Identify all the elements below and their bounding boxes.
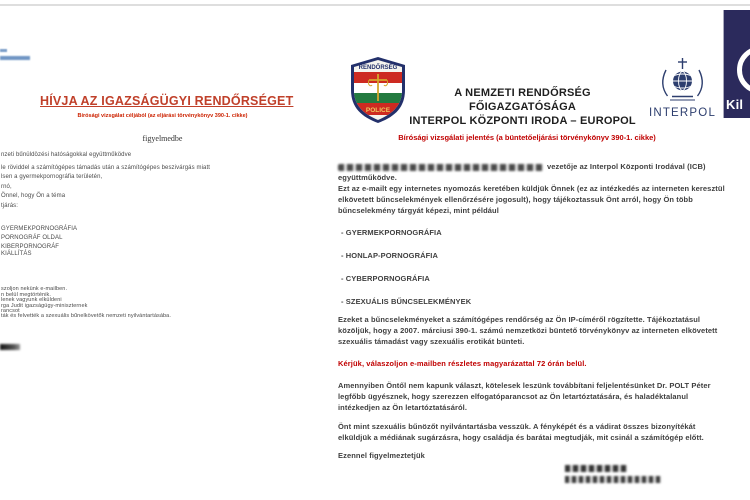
right-letter-body bbox=[338, 161, 725, 461]
crime-list-item: - HONLAP-PORNOGRÁFIA bbox=[341, 251, 438, 260]
crime-list-item: - CYBERPORNOGRÁFIA bbox=[341, 274, 430, 283]
left-letter-list-item: KIÁLLÍTÁS bbox=[1, 251, 32, 257]
left-letter-line: ták és felvették a szexuális bűnelkövetők nemzeti nyilvántartásába. bbox=[1, 313, 171, 319]
watermark-ring-icon bbox=[737, 46, 750, 94]
interpol-wordmark: INTERPOL bbox=[648, 107, 717, 119]
red-warning-line: Kérjük, válaszoljon e-mailben részletes magyarázattal 72 órán belül. bbox=[338, 359, 587, 368]
left-letter-title: HÍVJA AZ IGAZSÁGÜGYI RENDŐRSÉGET bbox=[40, 94, 294, 108]
signature-line-2 bbox=[565, 476, 661, 483]
paragraph-1-text: vezetője az Interpol Központi Irodával (ICB) együttműködve. bbox=[338, 162, 706, 182]
right-letter-org-title bbox=[405, 86, 640, 128]
left-letter-line: rnó, bbox=[1, 184, 12, 190]
site-watermark-badge bbox=[723, 10, 750, 118]
badge-bottom-label: POLICE bbox=[365, 107, 391, 114]
interpol-logo bbox=[645, 56, 720, 122]
illegible-link-fragment bbox=[0, 49, 7, 52]
right-letter-signature-blur bbox=[565, 465, 661, 483]
left-letter-list-item: KIBERPORNOGRÁF bbox=[1, 244, 60, 250]
body-paragraph-1 bbox=[338, 161, 725, 183]
badge-top-label: RENDŐRSÉG bbox=[358, 65, 398, 71]
left-letter-line: Önnel, hogy Ön a téma bbox=[1, 193, 66, 199]
left-letter-line: le röviddel a számítógépes támadás után a számítógépes beszivárgás miatt bbox=[1, 165, 210, 171]
left-letter-line: szoljon nekünk e-mailben. bbox=[1, 286, 68, 292]
left-letter-line: lenek vagyunk elküldeni bbox=[1, 297, 62, 303]
left-letter-line: rancsot bbox=[1, 308, 20, 314]
watermark-label: Kil bbox=[726, 97, 744, 112]
left-letter-salutation: figyelmedbe bbox=[142, 134, 183, 143]
body-paragraph-2: Ezt az e-mailt egy internetes nyomozás keretében küldjük Önnek (ez az intézkedés az interneten keresztül elkövetett bűncselekmények ellenőrzésére jogosult), hogy tájékoztassuk Önt arról, hogy Ön több bűncselekmény tárgyát képezi, mint például bbox=[338, 184, 725, 215]
left-letter-subtitle: Bírósági vizsgálat céljából (az eljárási törvénykönyv 390-1. cikke) bbox=[77, 113, 248, 119]
crime-list-item: - GYERMEKPORNOGRÁFIA bbox=[341, 228, 442, 237]
left-letter-line: lsen a gyermekpornográfia területén, bbox=[1, 174, 103, 180]
closing-line: Ezennel figyelmeztetjük bbox=[338, 451, 425, 460]
left-letter-line: n belül megtörténik. bbox=[1, 292, 51, 298]
left-letter-line: tjárás: bbox=[1, 203, 19, 209]
left-letter-list-item: GYERMEKPORNOGRÁFIA bbox=[1, 226, 78, 232]
body-paragraph-4: Amennyiben Öntől nem kapunk választ, kötelesek leszünk továbbítani feljelentésünket Dr. POLT Péter legfőbb ügyésznek, hogy szerezzen elfogatóparancsot az Ön letartóztatására, és haladéktalanul intézkedjen az Ön letartóztatásáról. bbox=[338, 381, 711, 412]
police-badge-logo bbox=[347, 56, 409, 124]
org-title-line2: INTERPOL KÖZPONTI IRODA – EUROPOL bbox=[409, 115, 636, 127]
left-letter-list-item: PORNOGRÁF OLDAL bbox=[1, 235, 63, 241]
body-paragraph-3: Ezeket a bűncselekményeket a számítógépes rendőrség az Ön IP-címéről rögzítette. Tájékoztatásul közöljük, hogy a 2007. márciusi 390-1. számú nemzetközi büntető törvénykönyv az interneten elkövetett szexuális támadást vagy szexuális erotikát bünteti. bbox=[338, 315, 718, 346]
redacted-name-blur bbox=[338, 164, 543, 171]
body-paragraph-5: Önt mint szexuális bűnözőt nyilvántartásba vesszük. A fényképét és a vádirat összes bizonyítékát elküldjük a médiának sugárzásra, hogy családja és barátai megtudják, mit csinál a számítógép előtt. bbox=[338, 422, 704, 442]
right-letter-scan bbox=[332, 40, 732, 500]
left-letter-scan bbox=[0, 0, 330, 420]
signature-line-1 bbox=[565, 465, 627, 472]
left-letter-line: nzeti bűnüldözési hatóságokkal együttműködve bbox=[1, 152, 132, 158]
illegible-hyperlink[interactable] bbox=[0, 56, 30, 60]
left-letter-line: rga Judit igazságügy-miniszternek bbox=[1, 303, 88, 309]
left-letter-signature-blur bbox=[0, 344, 20, 350]
right-letter-subtitle: Bírósági vizsgálati jelentés (a büntetőeljárási törvénykönyv 390-1. cikke) bbox=[398, 133, 656, 142]
crime-list-item: - SZEXUÁLIS BŰNCSELEKMÉNYEK bbox=[341, 297, 472, 306]
org-title-line1: A NEMZETI RENDŐRSÉG FŐIGAZGATÓSÁGA bbox=[454, 87, 591, 113]
